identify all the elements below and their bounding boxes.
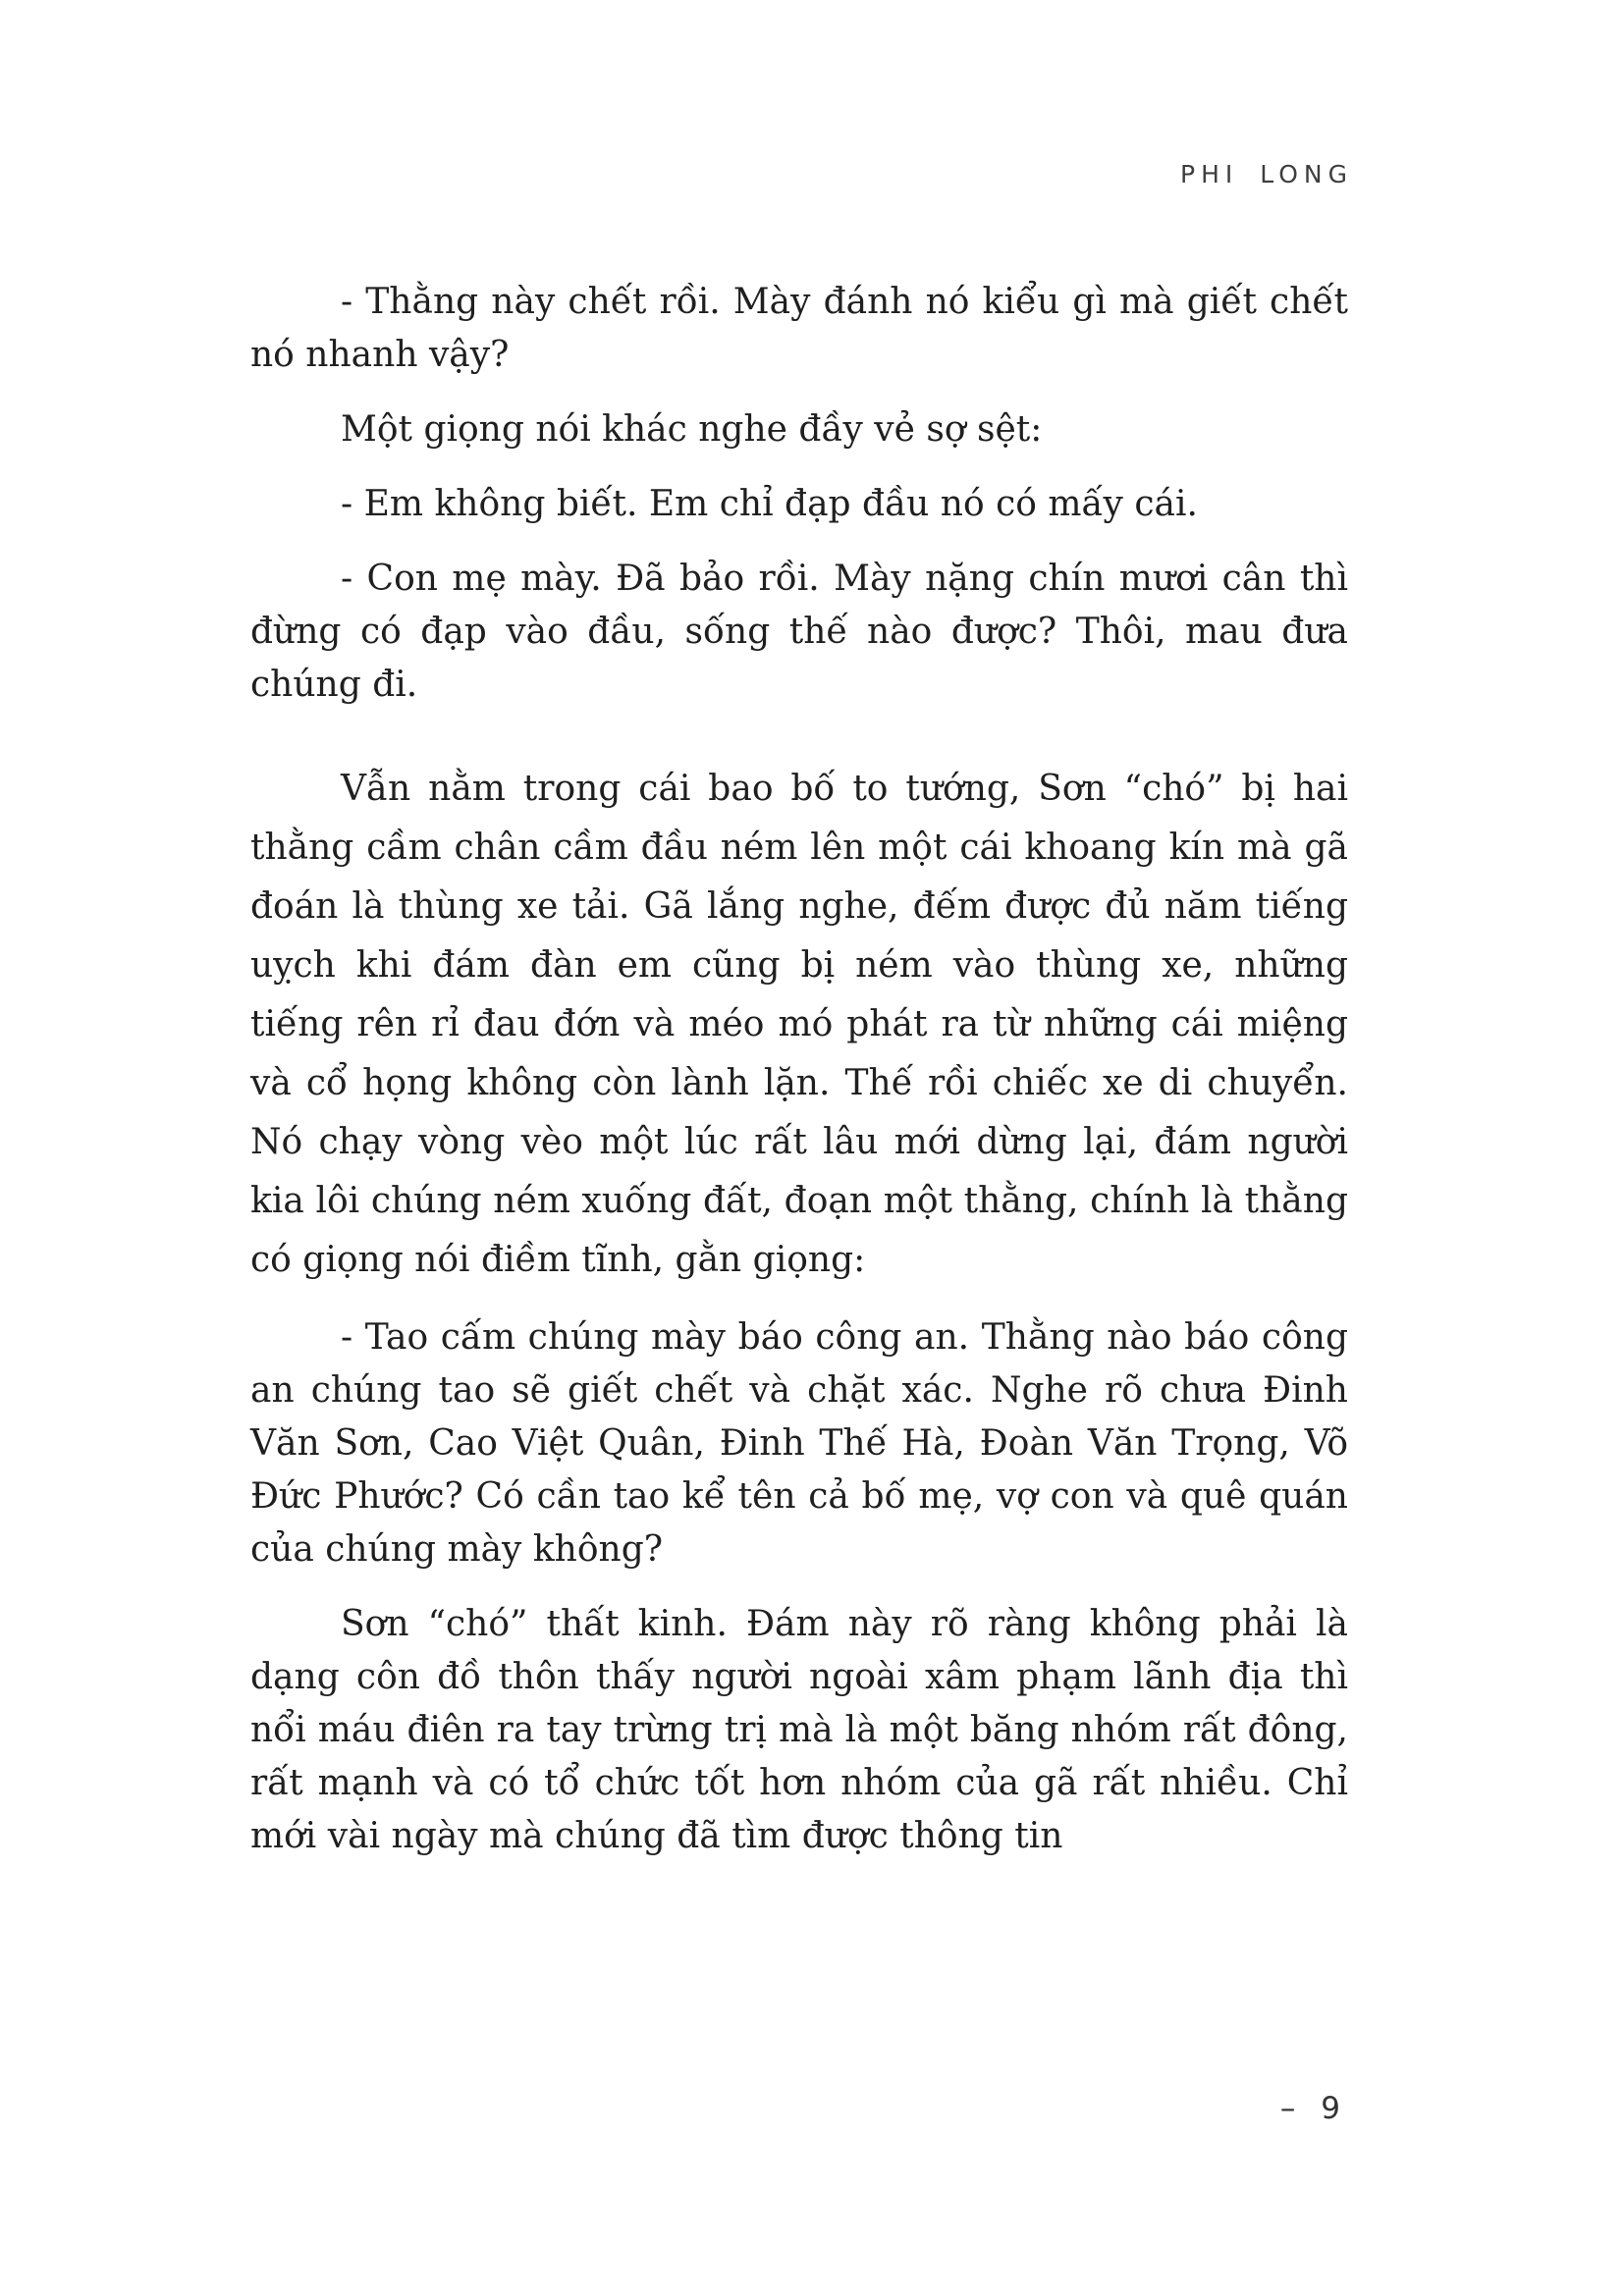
paragraph: Sơn “chó” thất kinh. Đám này rõ ràng không phải là dạng côn đồ thôn thấy người ngoài xâm phạm lãnh địa thì nổi máu điên ra tay trừng trị mà là một băng nhóm rất đông, rất mạnh và có tổ chức tốt hơn nhóm của gã rất nhiều. Chỉ mới vài ngày mà chúng đã tìm được thông tin (250, 1604, 1348, 1856)
paragraph: Vẫn nằm trong cái bao bố to tướng, Sơn “chó” bị hai thằng cầm chân cầm đầu ném lên một cái khoang kín mà gã đoán là thùng xe tải. Gã lắng nghe, đếm được đủ năm tiếng uỵch khi đám đàn em cũng bị ném vào thùng xe, những tiếng rên rỉ đau đớn và méo mó phát ra từ những cái miệng và cổ họng không còn lành lặn. Thế rồi chiếc xe di chuyển. Nó chạy vòng vèo một lúc rất lâu mới dừng lại, đám người kia lôi chúng ném xuống đất, đoạn một thằng, chính là thằng có giọng nói điềm tĩnh, gằn giọng: (250, 769, 1348, 1280)
paragraph: - Con mẹ mày. Đã bảo rồi. Mày nặng chín mươi cân thì đừng có đạp vào đầu, sống thế nào được? Thôi, mau đưa chúng đi. (250, 559, 1348, 705)
paragraph: Một giọng nói khác nghe đầy vẻ sợ sệt: (341, 409, 1043, 450)
body-text (250, 276, 1348, 1885)
page-number: – 9 (1279, 2091, 1348, 2126)
paragraph: - Thằng này chết rồi. Mày đánh nó kiểu gì mà giết chết nó nhanh vậy? (250, 282, 1348, 375)
running-header: PHI LONG (1180, 160, 1353, 188)
paragraph: - Em không biết. Em chỉ đạp đầu nó có mấy cái. (341, 484, 1198, 524)
paragraph: - Tao cấm chúng mày báo công an. Thằng nào báo công an chúng tao sẽ giết chết và chặt xác. Nghe rõ chưa Đinh Văn Sơn, Cao Việt Quân, Đinh Thế Hà, Đoàn Văn Trọng, Võ Đức Phước? Có cần tao kể tên cả bố mẹ, vợ con và quê quán của chúng mày không? (250, 1317, 1348, 1570)
